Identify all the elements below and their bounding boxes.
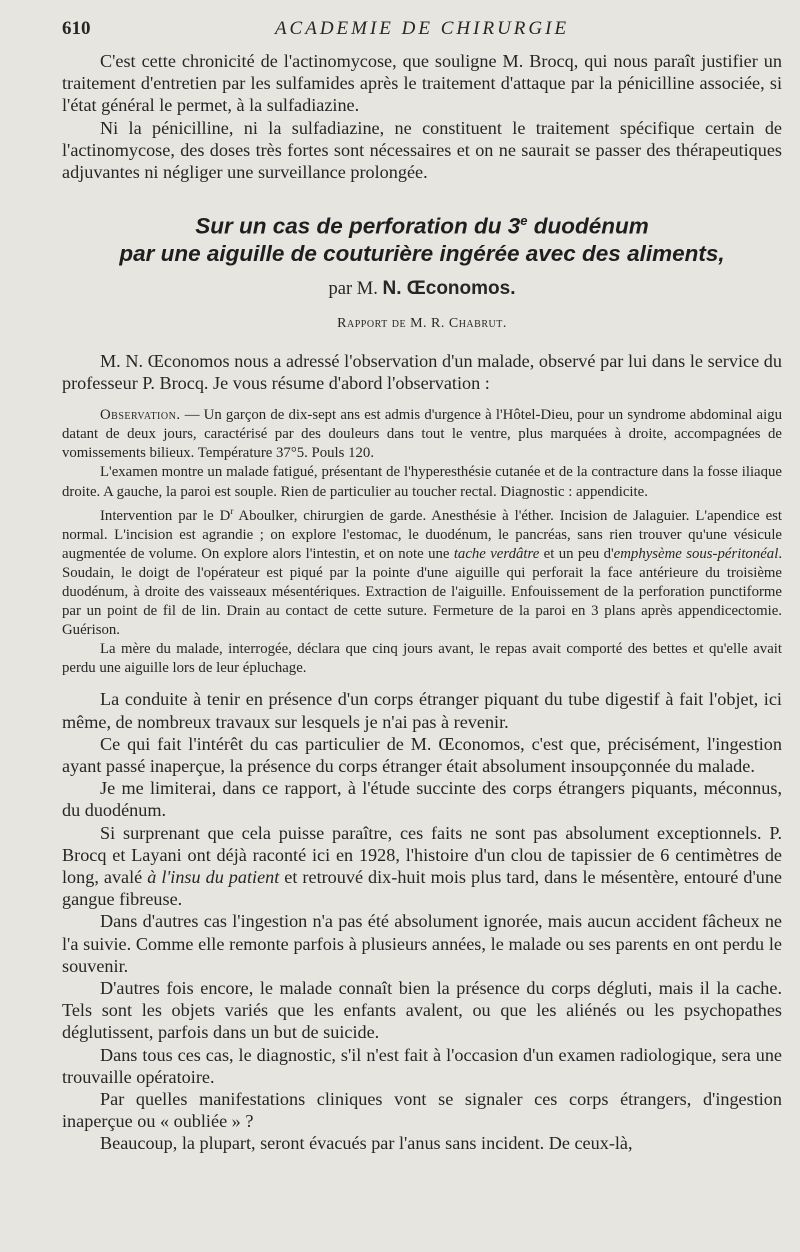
- page-number: 610: [62, 18, 91, 39]
- observation-p2: L'examen montre un malade fatigué, présentant de l'hyperesthésie cutanée et de la contracture dans la fosse iliaque droite. A gauche, la paroi est souple. Rien de particulier au toucher rectal. Diagnostic : appendicite.: [62, 464, 782, 500]
- discussion-paragraph: [62, 822, 782, 911]
- journal-title: ACADEMIE DE CHIRURGIE: [274, 18, 570, 39]
- byline: [62, 278, 782, 300]
- discussion-paragraph: Je me limiterai, dans ce rapport, à l'étude succinte des corps étrangers piquants, méconnus, du duodénum.: [62, 778, 782, 821]
- byline-prefix: par M.: [328, 278, 383, 299]
- intro-section: [62, 350, 782, 394]
- opening-paragraph: C'est cette chronicité de l'actinomycose, que souligne M. Brocq, qui nous paraît justifier un traitement d'entretien par les sulfamides après le traitement d'attaque par la pénicilline associée, si l'état général le permet, à la sulfadiazine.: [62, 51, 782, 116]
- discussion-paragraph: La conduite à tenir en présence d'un corps étranger piquant du tube digestif à fait l'objet, ici même, de nombreux travaux sur lesquels je n'ai pas à revenir.: [62, 689, 782, 732]
- discussion-paragraph: Dans tous ces cas, le diagnostic, s'il n'est fait à l'occasion d'un examen radiologique, sera une trouvaille opératoire.: [62, 1044, 782, 1087]
- opening-section: [62, 50, 782, 183]
- running-head: [62, 18, 782, 50]
- intro-paragraph: M. N. Œconomos nous a adressé l'observation d'un malade, observé par lui dans le service du professeur P. Brocq. Je vous résume d'abord l'observation :: [62, 350, 782, 393]
- observation-label: Observation.: [100, 407, 181, 424]
- rapport-line: Rapport de M. R. Chabrut.: [337, 315, 507, 331]
- title-superscript: e: [520, 213, 528, 229]
- observation-section: [62, 406, 782, 678]
- obs-italic: tache verdâtre: [453, 545, 540, 562]
- opening-paragraph: Ni la pénicilline, ni la sulfadiazine, ne constituent le traitement spécifique certain de l'actinomycose, des doses très fortes sont nécessaires et on ne saurait se passer des thérapeutiques adjuvantes ni négliger une surveillance prolongée.: [62, 117, 782, 183]
- title-line2: par une aiguille de couturière ingérée avec des aliments,: [119, 240, 725, 266]
- article-title: [62, 207, 782, 267]
- observation-p1: [62, 406, 782, 463]
- observation-text: — Un garçon de dix-sept ans est admis d'urgence à l'Hôtel-Dieu, pour un syndrome abdominal aigu datant de deux jours, caractérisé par des douleurs dans tout le ventre, plus marquées à droite, accompagnées de vomissements bilieux. Température 37°5. Pouls 120.: [62, 407, 782, 462]
- disc-text: et retrouvé dix-huit mois plus tard, dans le mésentère, entouré d'une gangue fibreuse.: [62, 866, 783, 910]
- obs-text: et un peu d': [539, 545, 614, 562]
- obs-text: Intervention par le D: [100, 507, 231, 524]
- discussion-section: [62, 688, 782, 1154]
- title-line1: Sur un cas de perforation du 3: [195, 213, 521, 239]
- disc-italic: à l'insu du patient: [147, 866, 280, 887]
- obs-italic: emphysème sous-péritonéal: [613, 545, 779, 562]
- discussion-paragraph: Ce qui fait l'intérêt du cas particulier de M. Œconomos, c'est que, précisément, l'ingestion ayant passé inaperçue, la présence du corps étranger était absolument insoupçonnée du malade.: [62, 733, 782, 776]
- discussion-paragraph: D'autres fois encore, le malade connaît bien la présence du corps dégluti, mais il la cache. Tels sont les objets variés que les enfants avalent, ou que les aliénés ou les psychopathes déglutissent, parfois dans un but de suicide.: [62, 978, 782, 1043]
- discussion-paragraph: Dans d'autres cas l'ingestion n'a pas été absolument ignorée, mais aucun accident fâcheux ne l'a suivie. Comme elle remonte parfois à plusieurs années, le malade ou ses parents en ont perdu le souvenir.: [62, 911, 782, 976]
- discussion-paragraph: Beaucoup, la plupart, seront évacués par l'anus sans incident. De ceux-là,: [100, 1133, 633, 1154]
- discussion-paragraph: Par quelles manifestations cliniques vont se signaler ces corps étrangers, d'ingestion inaperçue ou « oubliée » ?: [62, 1089, 782, 1132]
- obs-sup: r: [230, 505, 234, 516]
- obs-text: . Soudain, le doigt de l'opérateur est piqué par la pointe d'une aiguille qui perforait la face antérieure du troisième duodénum, à droite des vaisseaux mésentériques. Extraction de l'aiguille. Enfouissement de la perforation punctiforme par un point de fil de lin. Drain au contact de cette suture. Fermeture de la paroi en 3 plans après appendicectomie. Guérison.: [62, 545, 783, 639]
- title-line1-end: duodénum: [527, 213, 649, 239]
- author-name: N. Œconomos.: [382, 277, 516, 299]
- disc-text: Si surprenant que cela puisse paraître, ces faits ne sont pas absolument exceptionnels. P. Brocq et Layani ont déjà raconté ici en 1928, l'histoire d'un clou de tapissier de 6 centimètres de long, avalé: [62, 822, 782, 887]
- observation-p3: [62, 502, 782, 641]
- observation-p4: La mère du malade, interrogée, déclara que cinq jours avant, le repas avait comporté des bettes et qu'elle avait perdu une aiguille lors de leur épluchage.: [62, 641, 782, 677]
- article-heading: [62, 207, 782, 332]
- obs-text: Aboulker, chirurgien de garde. Anesthésie à l'éther. Incision de Jalaguier. L'apendice est normal. L'incision est agrandie ; on explore l'estomac, le duodénum, le pancréas, sans rien trouver qu'une vésicule augmentée de volume. On explore alors l'intestin, et on note une: [62, 507, 783, 562]
